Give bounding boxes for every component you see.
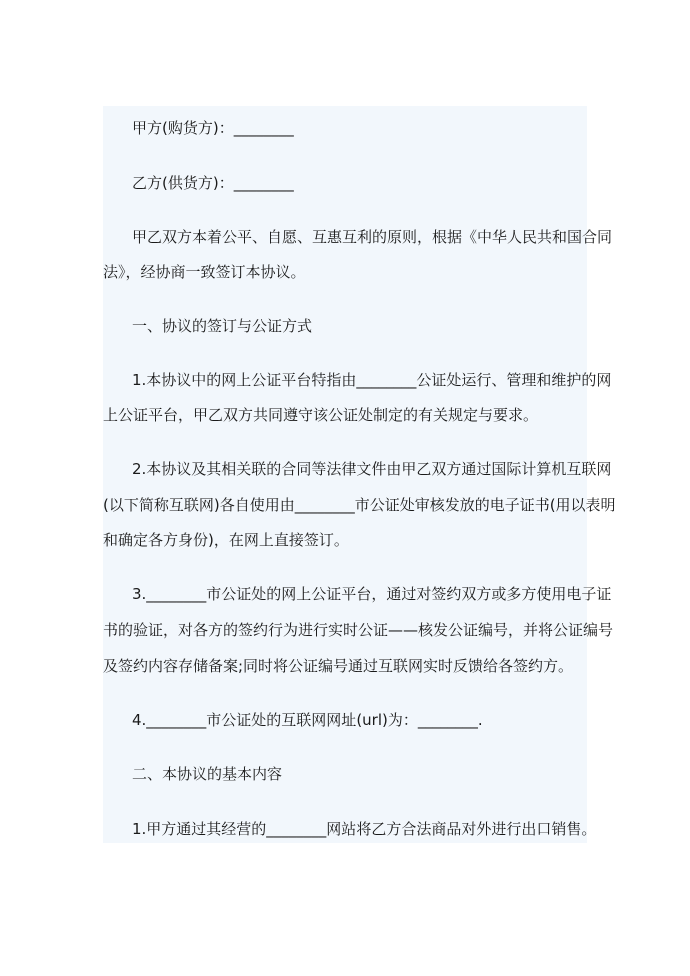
clause-1-3-line-2: 书的验证，对各方的签约行为进行实时公证——核发公证编号，并将公证编号 xyxy=(103,621,614,639)
party-b-line: 乙方(供货方)：________ xyxy=(132,174,294,192)
clause-1-1-line-1: 1.本协议中的网上公证平台特指由________公证处运行、管理和维护的网 xyxy=(132,371,612,389)
clause-1-3-line-1: 3.________市公证处的网上公证平台，通过对签约双方或多方使用电子证 xyxy=(132,585,612,603)
clause-1-2-line-3: 和确定各方身份)，在网上直接签订。 xyxy=(103,531,349,549)
clause-1-2-line-1: 2.本协议及其相关联的合同等法律文件由甲乙双方通过国际计算机互联网 xyxy=(132,460,612,478)
clause-2-1-line-1: 1.甲方通过其经营的________网站将乙方合法商品对外进行出口销售。 xyxy=(132,820,597,838)
clause-1-3-line-3: 及签约内容存储备案;同时将公证编号通过互联网实时反馈给各签约方。 xyxy=(103,657,574,675)
clause-1-4-line-1: 4.________市公证处的互联网网址(url)为：________. xyxy=(132,711,483,729)
party-a-line: 甲方(购货方)：________ xyxy=(132,119,294,137)
preamble-line-1: 甲乙双方本着公平、自愿、互惠互利的原则，根据《中华人民共和国合同 xyxy=(132,228,613,246)
clause-1-2-line-2: (以下简称互联网)各自使用由________市公证处审核发放的电子证书(用以表明 xyxy=(103,496,616,514)
section-heading-1: 一、协议的签订与公证方式 xyxy=(132,317,313,335)
section-heading-2: 二、本协议的基本内容 xyxy=(132,765,283,783)
clause-1-1-line-2: 上公证平台，甲乙双方共同遵守该公证处制定的有关规定与要求。 xyxy=(103,406,539,424)
preamble-line-2: 法》，经协商一致签订本协议。 xyxy=(103,263,306,281)
